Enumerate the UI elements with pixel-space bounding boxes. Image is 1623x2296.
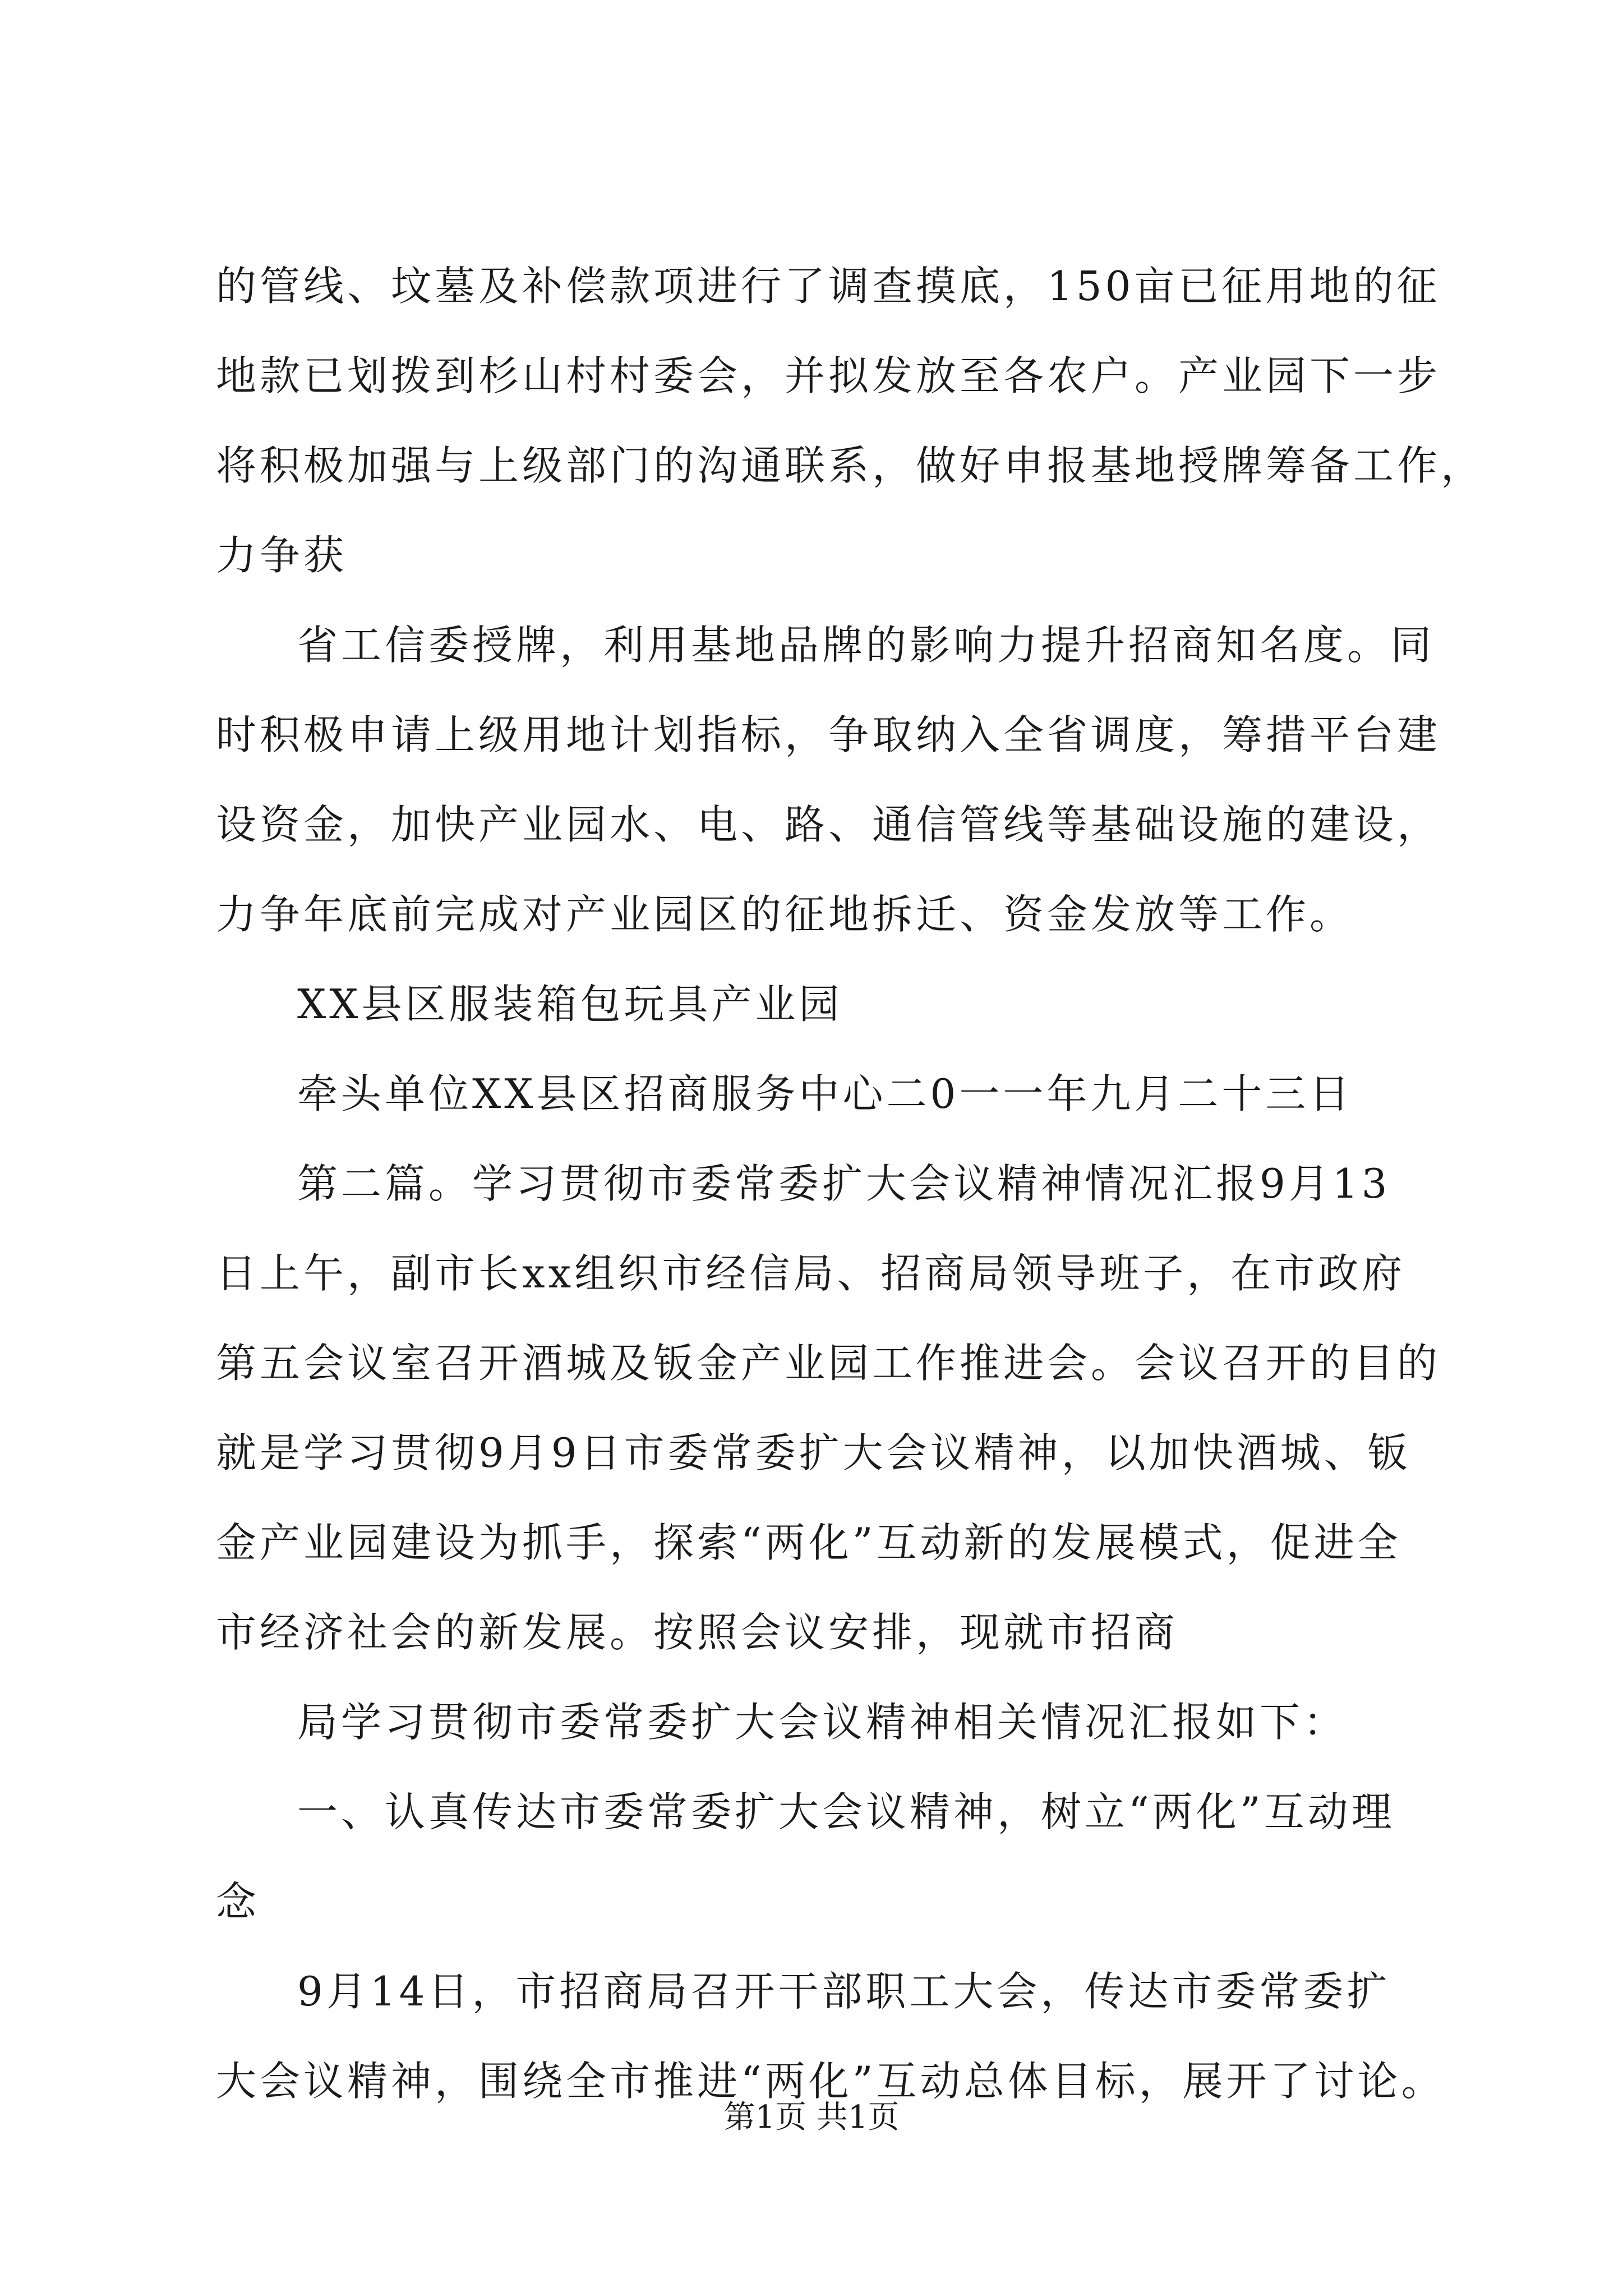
- text-line: 9月14日，市招商局召开干部职工大会，传达市委常委扩: [297, 1968, 1391, 2015]
- page-footer: [0, 2095, 1623, 2140]
- text-line: 力争获: [216, 532, 348, 579]
- text-line: 大会议精神，围绕全市推进“两化”互动总体目标，展开了讨论。: [216, 2058, 1445, 2105]
- text-line: 牵头单位XX县区招商服务中心二0一一年九月二十三日: [297, 1070, 1353, 1117]
- text-line: 第五会议室召开酒城及钣金产业园工作推进会。会议召开的目的: [216, 1340, 1441, 1387]
- text-line: 的管线、坟墓及补偿款项进行了调查摸底，150亩已征用地的征: [216, 263, 1441, 310]
- text-line: 设资金，加快产业园水、电、路、通信管线等基础设施的建设，: [216, 801, 1441, 848]
- document-body: [216, 241, 1485, 2126]
- text-line: XX县区服装箱包玩具产业园: [297, 981, 843, 1028]
- text-line: 将积极加强与上级部门的沟通联系，做好申报基地授牌筹备工作，: [216, 442, 1485, 489]
- text-line: 就是学习贯彻9月9日市委常委扩大会议精神，以加快酒城、钣: [216, 1429, 1412, 1476]
- text-line: 金产业园建设为抓手，探索“两化”互动新的发展模式，促进全: [216, 1519, 1401, 1566]
- text-line: 日上午，副市长xx组织市经信局、招商局领导班子，在市政府: [216, 1250, 1406, 1297]
- text-line: 第二篇。学习贯彻市委常委扩大会议精神情况汇报9月13: [297, 1160, 1391, 1207]
- text-line: 时积极申请上级用地计划指标，争取纳入全省调度，筹措平台建: [216, 711, 1441, 758]
- text-line: 地款已划拨到杉山村村委会，并拟发放至各农户。产业园下一步: [216, 352, 1441, 399]
- text-line: 一、认真传达市委常委扩大会议精神，树立“两化”互动理: [297, 1788, 1395, 1835]
- text-line: 局学习贯彻市委常委扩大会议精神相关情况汇报如下：: [297, 1699, 1348, 1746]
- page-number-label: 第1页 共1页: [723, 2099, 900, 2136]
- text-line: 省工信委授牌，利用基地品牌的影响力提升招商知名度。同: [297, 622, 1435, 669]
- text-line: 力争年底前完成对产业园区的征地拆迁、资金发放等工作。: [216, 891, 1354, 938]
- text-line: 念: [216, 1878, 260, 1925]
- text-line: 市经济社会的新发展。按照会议安排，现就市招商: [216, 1609, 1179, 1656]
